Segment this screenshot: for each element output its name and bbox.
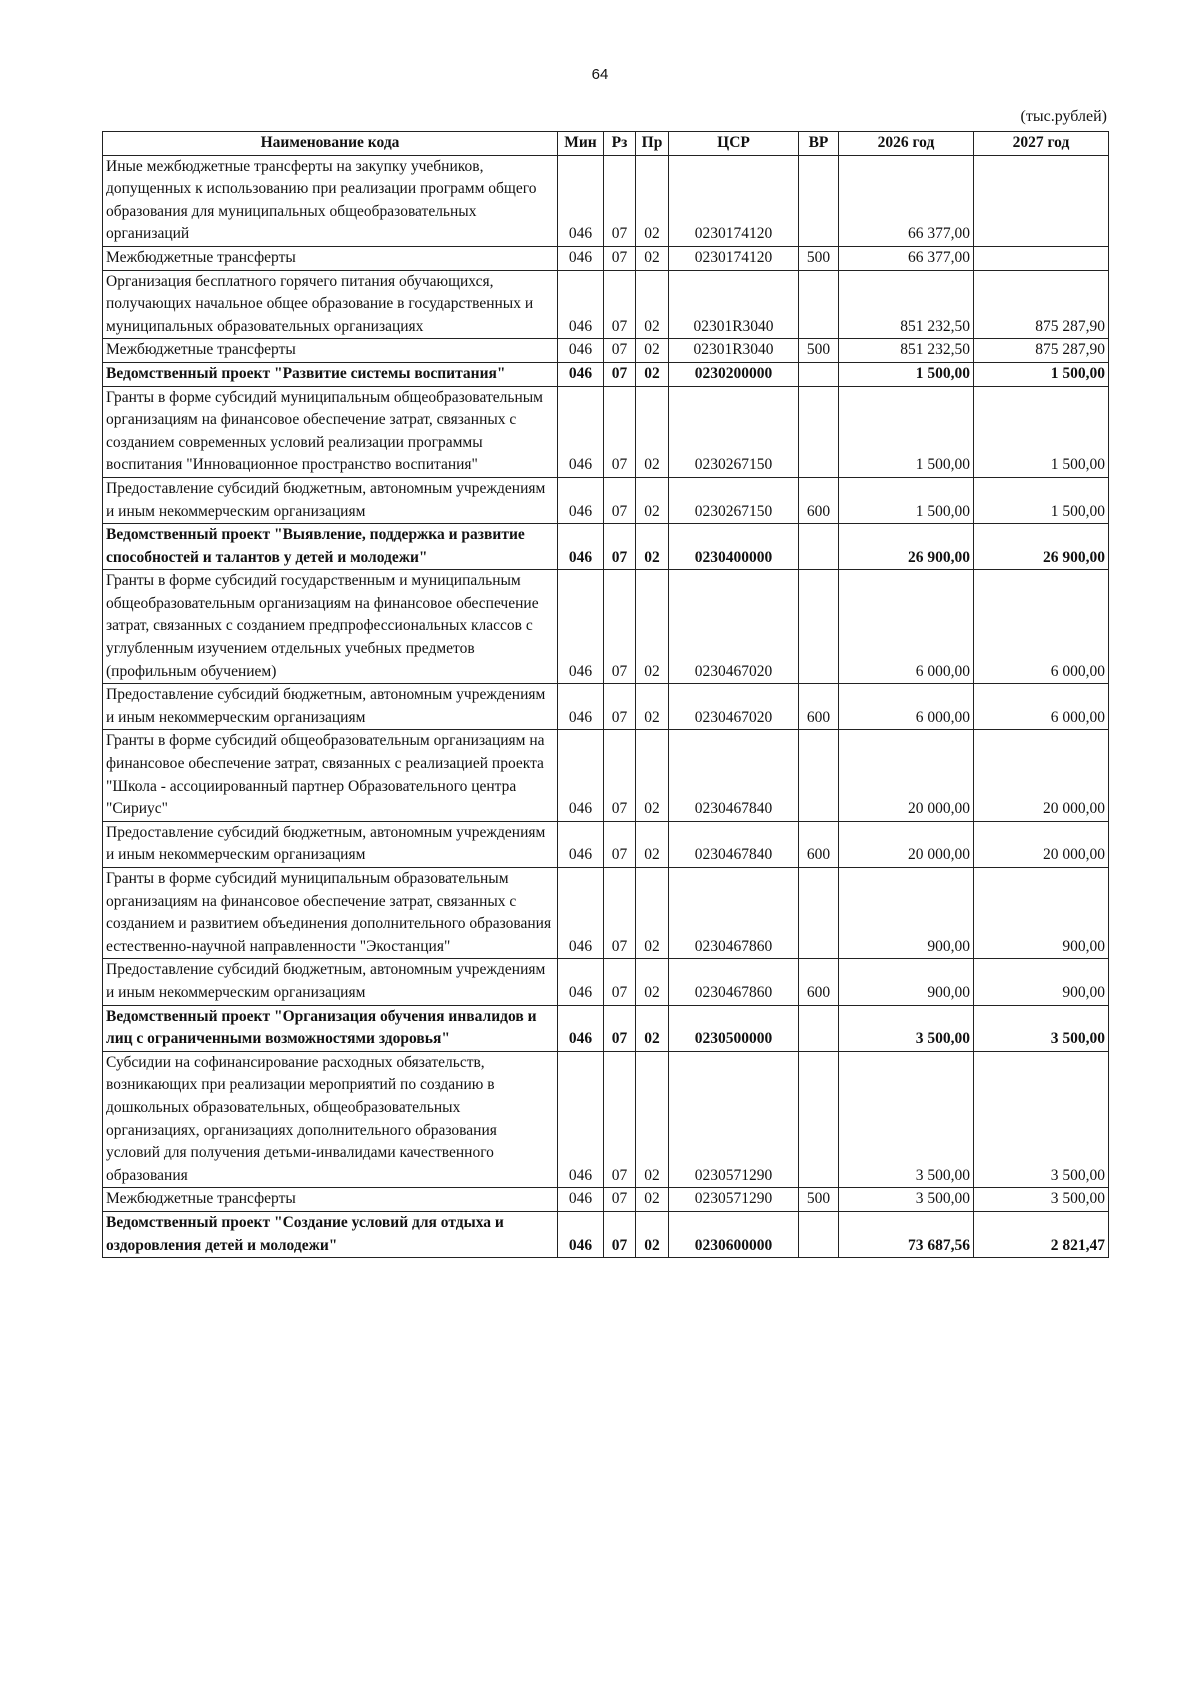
cell-rz: 07 [604, 1211, 636, 1257]
cell-vr: 600 [799, 477, 839, 523]
cell-rz: 07 [604, 386, 636, 477]
cell-min: 046 [558, 730, 604, 821]
cell-rz: 07 [604, 1051, 636, 1188]
table-row [103, 959, 1109, 1005]
cell-2026: 26 900,00 [839, 524, 974, 570]
cell-vr [799, 1005, 839, 1051]
cell-rz: 07 [604, 339, 636, 363]
cell-csr: 02301R3040 [669, 339, 799, 363]
cell-csr: 0230500000 [669, 1005, 799, 1051]
page-number: 64 [591, 66, 609, 83]
header-min: Мин [558, 132, 604, 156]
cell-rz: 07 [604, 570, 636, 684]
cell-2027: 875 287,90 [974, 339, 1109, 363]
cell-pr: 02 [636, 1188, 669, 1212]
cell-rz: 07 [604, 1005, 636, 1051]
cell-name: Межбюджетные трансферты [103, 339, 558, 363]
cell-csr: 0230571290 [669, 1051, 799, 1188]
cell-rz: 07 [604, 246, 636, 270]
cell-vr [799, 730, 839, 821]
cell-rz: 07 [604, 524, 636, 570]
cell-min: 046 [558, 1188, 604, 1212]
table-row [103, 386, 1109, 477]
cell-name: Субсидии на софинансирование расходных обязательств, возникающих при реализации мероприятий по созданию в дошкольных образовательных, общеобразовательных организациях, организациях дополнительного образования условий для получения детьми-инвалидами качественного образования [103, 1051, 558, 1188]
table-row [103, 1188, 1109, 1212]
cell-2027: 20 000,00 [974, 821, 1109, 867]
cell-pr: 02 [636, 477, 669, 523]
cell-2026: 6 000,00 [839, 684, 974, 730]
cell-vr [799, 270, 839, 339]
cell-pr: 02 [636, 155, 669, 246]
table-row [103, 362, 1109, 386]
cell-2026: 3 500,00 [839, 1005, 974, 1051]
cell-csr: 0230267150 [669, 477, 799, 523]
cell-min: 046 [558, 684, 604, 730]
cell-min: 046 [558, 570, 604, 684]
cell-min: 046 [558, 362, 604, 386]
header-2027: 2027 год [974, 132, 1109, 156]
cell-2027: 900,00 [974, 959, 1109, 1005]
cell-min: 046 [558, 155, 604, 246]
cell-min: 046 [558, 524, 604, 570]
cell-vr [799, 362, 839, 386]
header-vr: ВР [799, 132, 839, 156]
cell-csr: 0230200000 [669, 362, 799, 386]
cell-pr: 02 [636, 730, 669, 821]
table-row [103, 339, 1109, 363]
cell-rz: 07 [604, 1188, 636, 1212]
cell-name: Предоставление субсидий бюджетным, автономным учреждениям и иным некоммерческим организациям [103, 684, 558, 730]
header-name: Наименование кода [103, 132, 558, 156]
cell-vr [799, 1051, 839, 1188]
header-rz: Рз [604, 132, 636, 156]
cell-pr: 02 [636, 1211, 669, 1257]
table-row [103, 570, 1109, 684]
cell-name: Ведомственный проект "Организация обучения инвалидов и лиц с ограниченными возможностями здоровья" [103, 1005, 558, 1051]
cell-csr: 0230267150 [669, 386, 799, 477]
cell-pr: 02 [636, 1005, 669, 1051]
cell-vr: 600 [799, 684, 839, 730]
table-row [103, 524, 1109, 570]
table-row [103, 1051, 1109, 1188]
cell-2026: 6 000,00 [839, 570, 974, 684]
cell-pr: 02 [636, 362, 669, 386]
cell-2026: 1 500,00 [839, 386, 974, 477]
cell-vr: 600 [799, 821, 839, 867]
cell-rz: 07 [604, 362, 636, 386]
cell-vr [799, 570, 839, 684]
cell-csr: 0230174120 [669, 246, 799, 270]
cell-vr [799, 386, 839, 477]
cell-2026: 900,00 [839, 959, 974, 1005]
cell-2027: 1 500,00 [974, 362, 1109, 386]
table-row [103, 868, 1109, 959]
cell-2027: 20 000,00 [974, 730, 1109, 821]
cell-csr: 0230571290 [669, 1188, 799, 1212]
cell-rz: 07 [604, 477, 636, 523]
table-row [103, 477, 1109, 523]
cell-min: 046 [558, 246, 604, 270]
cell-pr: 02 [636, 1051, 669, 1188]
cell-csr: 0230467020 [669, 684, 799, 730]
cell-2026: 73 687,56 [839, 1211, 974, 1257]
cell-rz: 07 [604, 821, 636, 867]
table-row [103, 155, 1109, 246]
table-row [103, 1005, 1109, 1051]
table-row [103, 821, 1109, 867]
header-2026: 2026 год [839, 132, 974, 156]
cell-2027 [974, 155, 1109, 246]
cell-2027: 6 000,00 [974, 570, 1109, 684]
cell-min: 046 [558, 1211, 604, 1257]
cell-name: Межбюджетные трансферты [103, 246, 558, 270]
cell-name: Предоставление субсидий бюджетным, автономным учреждениям и иным некоммерческим организациям [103, 821, 558, 867]
cell-rz: 07 [604, 270, 636, 339]
cell-csr: 0230467860 [669, 868, 799, 959]
cell-vr: 500 [799, 246, 839, 270]
table-row [103, 246, 1109, 270]
cell-2027: 3 500,00 [974, 1188, 1109, 1212]
cell-min: 046 [558, 821, 604, 867]
cell-2027: 1 500,00 [974, 386, 1109, 477]
cell-2027: 3 500,00 [974, 1005, 1109, 1051]
units-label: (тыс.рублей) [1020, 108, 1107, 125]
header-pr: Пр [636, 132, 669, 156]
cell-vr [799, 155, 839, 246]
cell-rz: 07 [604, 959, 636, 1005]
table-row [103, 1211, 1109, 1257]
cell-rz: 07 [604, 684, 636, 730]
cell-pr: 02 [636, 339, 669, 363]
table-row [103, 730, 1109, 821]
cell-pr: 02 [636, 959, 669, 1005]
cell-csr: 02301R3040 [669, 270, 799, 339]
cell-name: Организация бесплатного горячего питания обучающихся, получающих начальное общее образование в государственных и муниципальных образовательных организациях [103, 270, 558, 339]
cell-2026: 20 000,00 [839, 730, 974, 821]
cell-name: Предоставление субсидий бюджетным, автономным учреждениям и иным некоммерческим организациям [103, 959, 558, 1005]
cell-min: 046 [558, 959, 604, 1005]
cell-min: 046 [558, 339, 604, 363]
cell-2026: 66 377,00 [839, 246, 974, 270]
cell-2026: 20 000,00 [839, 821, 974, 867]
cell-pr: 02 [636, 868, 669, 959]
cell-2027: 1 500,00 [974, 477, 1109, 523]
table-row [103, 684, 1109, 730]
cell-name: Гранты в форме субсидий муниципальным образовательным организациям на финансовое обеспечение затрат, связанных с созданием и развитием объединения дополнительного образования естественно-научной направленности "Экостанция" [103, 868, 558, 959]
cell-2027: 6 000,00 [974, 684, 1109, 730]
cell-min: 046 [558, 386, 604, 477]
cell-pr: 02 [636, 570, 669, 684]
cell-vr: 500 [799, 1188, 839, 1212]
cell-name: Предоставление субсидий бюджетным, автономным учреждениям и иным некоммерческим организациям [103, 477, 558, 523]
cell-min: 046 [558, 1005, 604, 1051]
cell-2026: 3 500,00 [839, 1188, 974, 1212]
cell-pr: 02 [636, 386, 669, 477]
cell-2026: 1 500,00 [839, 362, 974, 386]
table-row [103, 270, 1109, 339]
cell-name: Межбюджетные трансферты [103, 1188, 558, 1212]
cell-csr: 0230400000 [669, 524, 799, 570]
cell-name: Ведомственный проект "Выявление, поддержка и развитие способностей и талантов у детей и молодежи" [103, 524, 558, 570]
cell-min: 046 [558, 1051, 604, 1188]
cell-2027: 875 287,90 [974, 270, 1109, 339]
table-body [103, 155, 1109, 1258]
cell-2026: 851 232,50 [839, 270, 974, 339]
cell-pr: 02 [636, 524, 669, 570]
cell-2027: 2 821,47 [974, 1211, 1109, 1257]
cell-2026: 3 500,00 [839, 1051, 974, 1188]
cell-csr: 0230600000 [669, 1211, 799, 1257]
table-header-row [103, 132, 1109, 156]
cell-name: Ведомственный проект "Развитие системы воспитания" [103, 362, 558, 386]
cell-vr: 500 [799, 339, 839, 363]
cell-name: Иные межбюджетные трансферты на закупку учебников, допущенных к использованию при реализации программ общего образования для муниципальных общеобразовательных организаций [103, 155, 558, 246]
cell-rz: 07 [604, 155, 636, 246]
cell-2027: 3 500,00 [974, 1051, 1109, 1188]
cell-vr: 600 [799, 959, 839, 1005]
cell-2026: 851 232,50 [839, 339, 974, 363]
budget-table [102, 131, 1109, 1258]
cell-csr: 0230467840 [669, 730, 799, 821]
cell-name: Гранты в форме субсидий муниципальным общеобразовательным организациям на финансовое обеспечение затрат, связанных с созданием современных условий реализации программы воспитания "Инновационное пространство воспитания" [103, 386, 558, 477]
cell-pr: 02 [636, 246, 669, 270]
cell-pr: 02 [636, 270, 669, 339]
cell-name: Ведомственный проект "Создание условий для отдыха и оздоровления детей и молодежи" [103, 1211, 558, 1257]
cell-min: 046 [558, 477, 604, 523]
cell-pr: 02 [636, 684, 669, 730]
cell-vr [799, 524, 839, 570]
cell-min: 046 [558, 270, 604, 339]
cell-name: Гранты в форме субсидий государственным и муниципальным общеобразовательным организациям на финансовое обеспечение затрат, связанных с созданием предпрофессиональных классов с углубленным изучением отдельных учебных предметов (профильным обучением) [103, 570, 558, 684]
cell-vr [799, 1211, 839, 1257]
cell-2026: 1 500,00 [839, 477, 974, 523]
cell-csr: 0230467860 [669, 959, 799, 1005]
cell-2027: 26 900,00 [974, 524, 1109, 570]
cell-rz: 07 [604, 730, 636, 821]
cell-2027 [974, 246, 1109, 270]
cell-vr [799, 868, 839, 959]
cell-min: 046 [558, 868, 604, 959]
cell-rz: 07 [604, 868, 636, 959]
cell-pr: 02 [636, 821, 669, 867]
cell-name: Гранты в форме субсидий общеобразовательным организациям на финансовое обеспечение затрат, связанных с реализацией проекта "Школа - ассоциированный партнер Образовательного центра "Сириус" [103, 730, 558, 821]
cell-csr: 0230467020 [669, 570, 799, 684]
header-csr: ЦСР [669, 132, 799, 156]
cell-2027: 900,00 [974, 868, 1109, 959]
cell-2026: 66 377,00 [839, 155, 974, 246]
cell-csr: 0230174120 [669, 155, 799, 246]
cell-2026: 900,00 [839, 868, 974, 959]
cell-csr: 0230467840 [669, 821, 799, 867]
